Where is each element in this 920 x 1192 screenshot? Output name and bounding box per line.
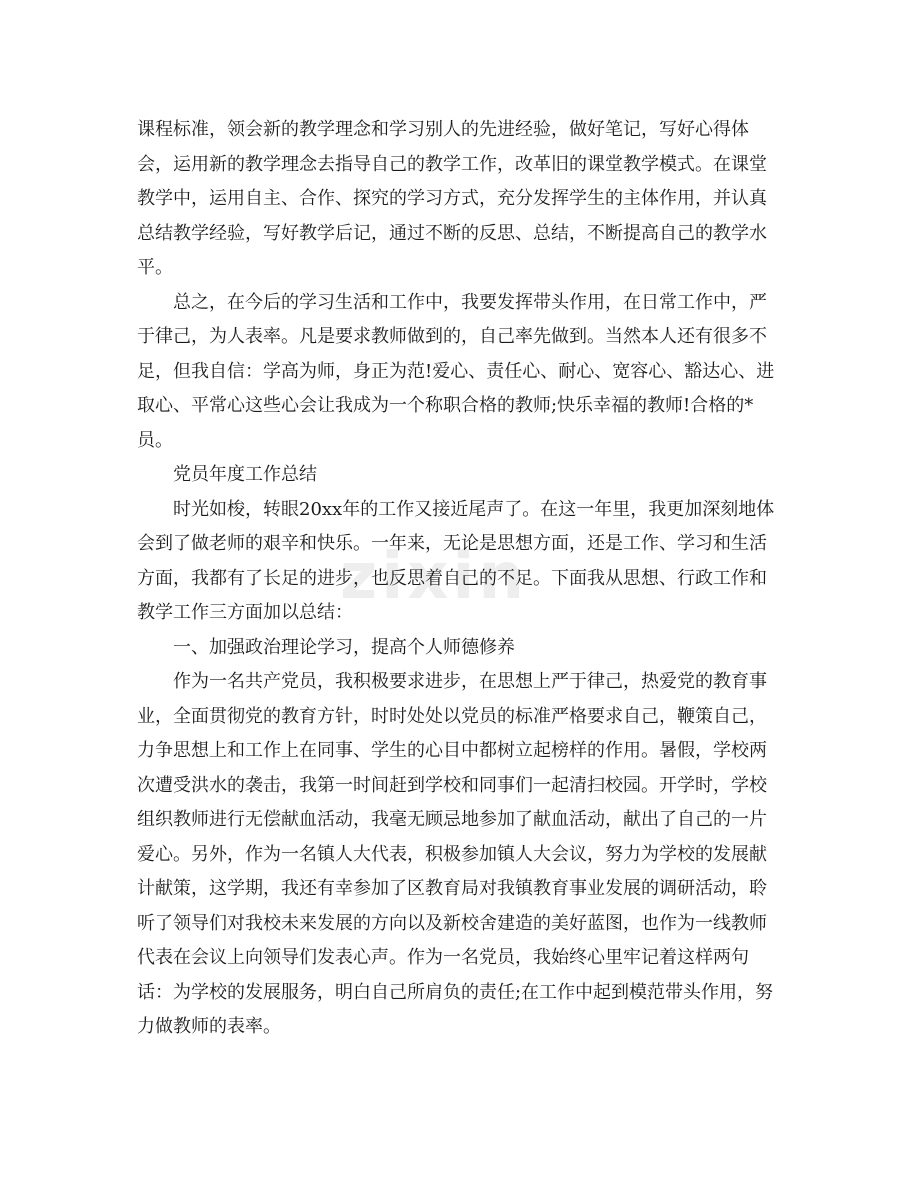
- paragraph: [137, 665, 777, 1045]
- text-line: 听了领导们对我校未来发展的方向以及新校舍建造的美好蓝图，也作为一线教师: [137, 912, 767, 934]
- text-line: 取心、平常心这些心会让我成为一个称职合格的教师;快乐幸福的教师!合格的*: [137, 395, 754, 416]
- text-line: 次遭受洪水的袭击，我第一时间赶到学校和同事们一起清扫校园。开学时，学校: [137, 774, 767, 796]
- text-line: 总结教学经验，写好教学后记，通过不断的反思、总结，不断提高自己的教学水: [137, 222, 767, 244]
- text-line: 足，但我自信：学高为师，身正为范!爱心、责任心、耐心、宽容心、豁达心、进: [137, 360, 775, 382]
- text-line: 会，运用新的教学理念去指导自己的教学工作，改革旧的课堂教学模式。在课堂: [137, 153, 767, 175]
- paragraph: [137, 113, 777, 286]
- text-line: 课程标准，领会新的教学理念和学习别人的先进经验，做好笔记，写好心得体: [137, 119, 749, 140]
- subsection-title: [137, 631, 777, 666]
- text-line: 平。: [137, 257, 173, 278]
- text-line: 会到了做老师的艰辛和快乐。一年来，无论是思想方面，还是工作、学习和生活: [137, 533, 767, 554]
- paragraph: [137, 286, 777, 459]
- section-title: [137, 458, 777, 493]
- text-line: 话：为学校的发展服务，明白自己所肩负的责任;在工作中起到模范带头作用，努: [137, 981, 774, 1003]
- text-line: 计献策，这学期，我还有幸参加了区教育局对我镇教育事业发展的调研活动，聆: [137, 878, 767, 899]
- text-line: 代表在会议上向领导们发表心声。作为一名党员，我始终心里牢记着这样两句: [137, 947, 749, 968]
- text-line: 教学工作三方面加以总结：: [137, 602, 353, 623]
- text-line: 教学中，运用自主、合作、探究的学习方式，充分发挥学生的主体作用，并认真: [137, 188, 767, 209]
- text-line: 力做教师的表率。: [137, 1016, 281, 1037]
- document-body: [137, 113, 777, 1045]
- text-line: 员。: [137, 429, 173, 451]
- text-line: 总之，在今后的学习生活和工作中，我要发挥带头作用，在日常工作中，严: [173, 291, 767, 313]
- text-line: 一、加强政治理论学习，提高个人师德修养: [173, 636, 515, 658]
- text-line: 作为一名共产党员，我积极要求进步，在思想上严于律己，热爱党的教育事: [173, 671, 767, 692]
- paragraph: [137, 493, 777, 631]
- text-line: 时光如梭，转眼20xx年的工作又接近尾声了。在这一年里，我更加深刻地体: [173, 498, 775, 520]
- text-line: 党员年度工作总结: [173, 464, 317, 485]
- text-line: 组织教师进行无偿献血活动，我毫无顾忌地参加了献血活动，献出了自己的一片: [137, 809, 767, 830]
- text-line: 爱心。另外，作为一名镇人大代表，积极参加镇人大会议，努力为学校的发展献: [137, 843, 767, 865]
- text-line: 方面，我都有了长足的进步，也反思着自己的不足。下面我从思想、行政工作和: [137, 567, 767, 589]
- text-line: 业，全面贯彻党的教育方针，时时处处以党员的标准严格要求自己，鞭策自己，: [137, 705, 767, 727]
- watermark: zixin: [340, 540, 528, 614]
- text-line: 力争思想上和工作上在同事、学生的心目中都树立起榜样的作用。暑假，学校两: [137, 740, 767, 761]
- text-line: 于律己，为人表率。凡是要求教师做到的，自己率先做到。当然本人还有很多不: [137, 326, 767, 347]
